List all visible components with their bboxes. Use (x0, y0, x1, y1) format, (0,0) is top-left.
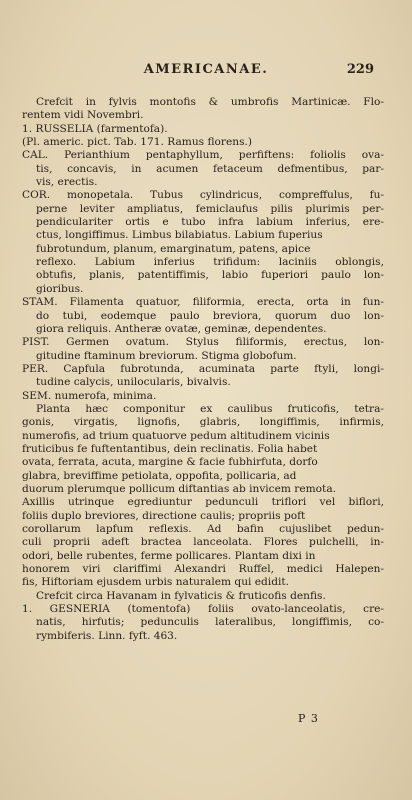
text-line: reflexo. Labium inferius trifidum: laciniis oblongis, (36, 256, 384, 269)
text-line: pendiculariter ortis e tubo infra labium inferius, ere- (36, 216, 384, 229)
text-line: glabra, breviffime petiolata, oppofita, pollicaria, ad (22, 469, 297, 482)
text-line: ctus, longiffimus. Limbus bilabiatus. Labium fuperius (36, 229, 323, 242)
text-line: giora reliquis. Antheræ ovatæ, geminæ, dependentes. (36, 322, 327, 335)
text-line: natis, hirfutis; pedunculis lateralibus, longiffimis, co- (36, 616, 384, 629)
text-line: perne leviter ampliatus, femiclaufus pilis plurimis per- (36, 202, 384, 215)
text-line: 1. RUSSELIA (farmentofa). (22, 122, 168, 135)
text-line: gitudine ftaminum breviorum. Stigma globofum. (36, 349, 297, 362)
text-line: Planta hæc componitur ex caulibus fruticofis, tetra- (36, 402, 384, 415)
page-number: 229 (346, 62, 374, 77)
text-line: foliis duplo breviores, directione caulis; propriis poft (22, 509, 306, 522)
text-line: tudine calycis, unilocularis, bivalvis. (36, 376, 231, 389)
text-line: 1. GESNERIA (tomentofa) foliis ovato-lanceolatis, cre- (22, 603, 384, 616)
text-line: fruticibus fe fuftentantibus, dein reclinatis. Folia habet (22, 442, 318, 455)
text-line: (Pl. americ. pict. Tab. 171. Ramus florens.) (22, 136, 253, 149)
text-line: numerofis, ad trium quatuorve pedum altitudinem vicinis (22, 429, 330, 442)
text-line: gonis, virgatis, lignofis, glabris, longiffimis, infirmis, (22, 416, 384, 429)
text-line: duorum plerumque pollicum diftantias ab invicem remota. (22, 482, 337, 495)
text-line: gioribus. (36, 282, 84, 295)
text-line: fubrotundum, planum, emarginatum, patens, apice (36, 242, 311, 255)
text-line: rentem vidi Novembri. (22, 109, 144, 122)
text-line: do tubi, eodemque paulo breviora, quorum duo lon- (36, 309, 384, 322)
text-line: vis, erectis. (36, 176, 98, 189)
body-text (22, 96, 384, 643)
text-line: STAM. Filamenta quatuor, filiformia, erecta, orta in fun- (22, 296, 384, 309)
text-line: corollarum lapfum reflexis. Ad bafin cujuslibet pedun- (22, 523, 384, 535)
text-line: culi proprii adeft bractea lanceolata. Flores pulchelli, in- (22, 536, 384, 549)
text-line: SEM. numerofa, minima. (22, 389, 157, 402)
text-line: PER. Capfula fubrotunda, acuminata parte ftyli, longi- (22, 362, 384, 375)
text-line: honorem viri clariffimi Alexandri Ruffel, medici Halepen- (22, 563, 384, 576)
text-line: odori, belle rubentes, ferme pollicares. Plantam dixi in (22, 549, 316, 562)
text-line: ovata, ferrata, acuta, margine & facie fubhirfuta, dorfo (22, 456, 318, 469)
text-line: CAL. Perianthium pentaphyllum, perfiftens: foliolis ova- (22, 149, 384, 162)
text-line: tis, concavis, in acumen fetaceum defmentibus, par- (36, 162, 384, 175)
running-title: AMERICANAE. (143, 62, 269, 77)
text-line: PIST. Germen ovatum. Stylus filiformis, erectus, lon- (22, 336, 384, 349)
text-line: Crefcit circa Havanam in fylvaticis & fruticofis denfis. (36, 589, 326, 602)
text-line: Axillis utrinque egrediuntur pedunculi triflori vel biflori, (22, 496, 384, 509)
page-header (0, 62, 412, 82)
text-line: COR. monopetala. Tubus cylindricus, compreffulus, fu- (22, 189, 384, 202)
signature-mark: P 3 (298, 712, 319, 725)
text-line: rymbiferis. Linn. fyft. 463. (36, 629, 178, 642)
text-line: fis, Hiftoriam ejusdem urbis naturalem qui edidit. (22, 576, 290, 589)
text-line: Crefcit in fylvis montofis & umbrofis Martinicæ. Flo- (36, 96, 384, 108)
text-line: obtufis, planis, patentiffimis, labio fuperiori paulo lon- (36, 269, 384, 282)
